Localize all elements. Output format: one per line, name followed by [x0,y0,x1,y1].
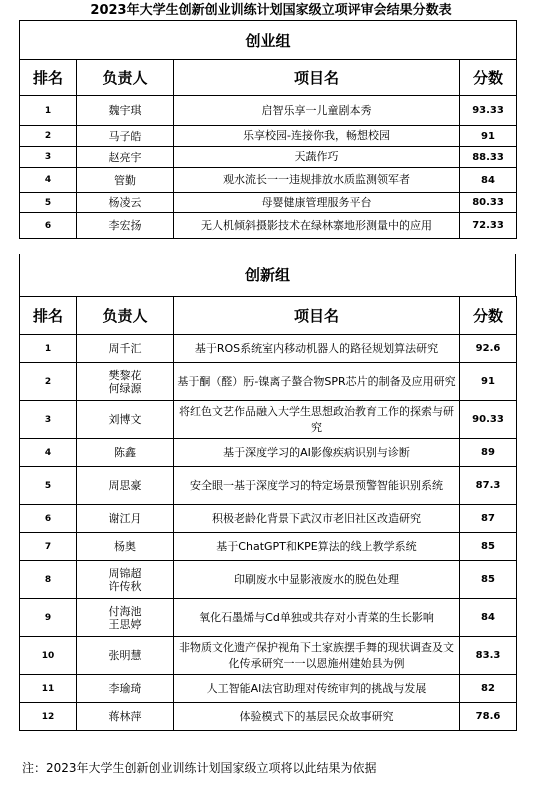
leader-name: 何绿源 [108,381,142,395]
leader-name: 马子皓 [108,129,142,143]
score-cell: 92.6 [460,335,517,363]
table-row [20,561,517,599]
rank-cell: 1 [20,96,77,126]
rank-cell: 9 [20,599,77,637]
table-row [20,335,517,363]
table-row [20,637,517,675]
score-cell: 91 [460,363,517,401]
rank-cell: 11 [20,675,77,703]
table-row [20,147,517,168]
project-cell: 乐享校园-连接你我，畅想校园 [174,126,460,147]
project-cell: 氧化石墨烯与Cd单独或共存对小青菜的生长影响 [174,599,460,637]
table-row [20,363,517,401]
leader-cell [77,561,174,599]
rank-cell: 10 [20,637,77,675]
leader-name: 陈鑫 [114,446,136,459]
leader-cell [77,168,174,193]
leader-name: 许传秋 [108,579,142,593]
project-cell: 基于ChatGPT和KPE算法的线上教学系统 [174,533,460,561]
table-row [20,675,517,703]
table-row [20,401,517,439]
project-cell: 人工智能AI法官助理对传统审判的挑战与发展 [174,675,460,703]
leader-cell [77,147,174,168]
leader-cell [77,401,174,439]
score-cell: 80.33 [460,193,517,213]
page-title: 2023年大学生创新创业训练计划国家级立项评审会结果分数表 [90,3,452,18]
table-row [20,96,517,126]
section-title-innovation: 创新组 [19,254,516,296]
project-cell: 基于ROS系统室内移动机器人的路径规划算法研究 [174,335,460,363]
leader-name: 樊黎花 [108,368,142,382]
header-leader: 负责人 [77,297,174,335]
project-cell: 天蔬作巧 [174,147,460,168]
project-cell: 安全眼一基于深度学习的特定场景预警智能识别系统 [174,467,460,505]
rank-cell: 6 [20,505,77,533]
score-cell: 93.33 [460,96,517,126]
score-cell: 85 [460,561,517,599]
leader-name: 魏宇琪 [108,104,142,117]
leader-cell [77,439,174,467]
table-row [20,533,517,561]
score-cell: 89 [460,439,517,467]
leader-cell [77,363,174,401]
leader-cell [77,505,174,533]
project-cell: 印刷废水中显影液废水的脱色处理 [174,561,460,599]
leader-name: 管勤 [114,173,136,187]
table-row [20,467,517,505]
leader-name: 李瑜琦 [108,682,142,695]
leader-cell [77,96,174,126]
leader-name: 蒋林萍 [108,710,142,723]
rank-cell: 2 [20,126,77,147]
rank-cell: 12 [20,703,77,731]
score-cell: 88.33 [460,147,517,168]
rank-cell: 7 [20,533,77,561]
leader-name: 刘博文 [108,413,142,426]
rank-cell: 3 [20,401,77,439]
header-row [20,60,517,96]
score-cell: 72.33 [460,213,517,239]
leader-cell [77,533,174,561]
header-project: 项目名 [174,297,460,335]
leader-cell [77,675,174,703]
table-row [20,599,517,637]
project-cell: 将红色文艺作品融入大学生思想政治教育工作的探索与研究 [174,401,460,439]
header-score: 分数 [460,60,517,96]
leader-name: 周千汇 [108,342,142,355]
header-row [20,297,517,335]
section-title-entrepreneurship: 创业组 [20,21,517,60]
project-cell: 积极老龄化背景下武汉市老旧社区改造研究 [174,505,460,533]
score-cell: 82 [460,675,517,703]
entrepreneurship-table [19,20,517,239]
table-row [20,193,517,213]
leader-name: 谢江月 [108,512,142,525]
leader-cell [77,637,174,675]
leader-name: 付海池 [108,604,142,618]
project-cell: 体验模式下的基层民众故事研究 [174,703,460,731]
score-cell: 91 [460,126,517,147]
rank-cell: 4 [20,168,77,193]
header-score: 分数 [460,297,517,335]
leader-cell [77,599,174,637]
leader-name: 杨凌云 [108,196,142,209]
rank-cell: 3 [20,147,77,168]
project-cell: 母婴健康管理服务平台 [174,193,460,213]
header-rank: 排名 [20,297,77,335]
score-cell: 83.3 [460,637,517,675]
leader-name: 杨奥 [114,540,136,553]
leader-cell [77,467,174,505]
rank-cell: 2 [20,363,77,401]
section-row [20,21,517,60]
score-cell: 87 [460,505,517,533]
project-cell: 基于酮（醛）肟-镍离子螯合物SPR芯片的制备及应用研究 [174,363,460,401]
project-cell: 观水流长一一违规排放水质监测领军者 [174,168,460,193]
table-row [20,126,517,147]
header-rank: 排名 [20,60,77,96]
leader-cell [77,335,174,363]
rank-cell: 6 [20,213,77,239]
leader-cell [77,703,174,731]
leader-name: 周锦超 [108,566,142,580]
project-cell: 无人机倾斜摄影技术在绿林寨地形测量中的应用 [174,213,460,239]
score-cell: 84 [460,599,517,637]
score-cell: 84 [460,168,517,193]
table-row [20,703,517,731]
rank-cell: 4 [20,439,77,467]
header-project: 项目名 [174,60,460,96]
table-row [20,213,517,239]
project-cell: 基于深度学习的AI影像疾病识别与诊断 [174,439,460,467]
leader-name: 王思婷 [108,617,142,631]
innovation-table [19,296,517,731]
project-cell: 非物质文化遗产保护视角下土家族摆手舞的现状调查及文化传承研究一一以恩施州建始县为例 [174,637,460,675]
rank-cell: 5 [20,467,77,505]
leader-name: 周思豪 [108,479,142,492]
leader-cell [77,126,174,147]
table-row [20,168,517,193]
footnote: 注：2023年大学生创新创业训练计划国家级立项将以此结果为依据 [22,761,377,775]
table-row [20,505,517,533]
rank-cell: 1 [20,335,77,363]
table-row [20,439,517,467]
rank-cell: 5 [20,193,77,213]
score-cell: 87.3 [460,467,517,505]
score-cell: 85 [460,533,517,561]
leader-cell [77,193,174,213]
header-leader: 负责人 [77,60,174,96]
leader-cell [77,213,174,239]
project-cell: 启智乐享一儿童剧本秀 [174,96,460,126]
score-cell: 90.33 [460,401,517,439]
leader-name: 李宏扬 [108,219,142,232]
leader-name: 张明慧 [108,649,142,662]
leader-name: 赵亮宇 [108,150,142,164]
score-cell: 78.6 [460,703,517,731]
rank-cell: 8 [20,561,77,599]
